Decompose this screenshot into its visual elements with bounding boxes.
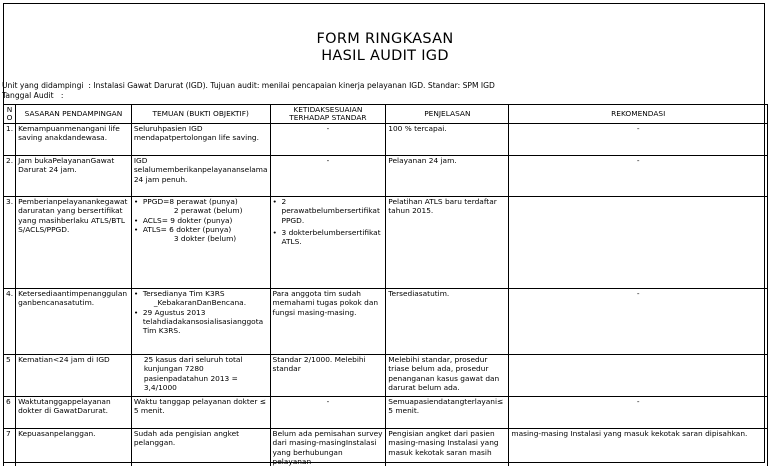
cell-penjelasan: Melebihi standar, prosedur triase belum ada, prosedur penanganan kasus gawat dan darurat belum ada. <box>386 355 509 397</box>
header-sasaran: SASARAN PENDAMPINGAN <box>16 105 132 124</box>
cell-rekomendasi <box>509 197 768 289</box>
cell-penjelasan: Tersediasatutim. <box>386 289 509 355</box>
cell-sasaran: Kepuasanpelanggan. <box>16 429 132 466</box>
cell-rekomendasi: - <box>509 124 768 156</box>
list-item: • ACLS= 9 dokter (punya) <box>134 216 268 225</box>
list-item: 2 perawat (belum) <box>173 206 243 216</box>
cell-sasaran: Pemberianpelayanankegawatdaruratan yang bersertifikat yang masihberlaku ATLS/BTLS/ACLS/PPGD. <box>16 197 132 289</box>
unit-line: Unit yang didampingi : Instalasi Gawat Darurat (IGD). Tujuan audit: menilai pencapaian kinerja pelayanan IGD. Standar: SPM IGD <box>2 81 495 90</box>
cell-rekomendasi: - <box>509 289 768 355</box>
cell-no: 7 <box>4 429 16 466</box>
cell-penjelasan: Pengisian angket dari pasien masing-masing Instalasi yang masuk kekotak saran masih <box>386 429 509 466</box>
cell-ketidaksesuaian: Belum ada pemisahan survey dari masing-masingInstalasi yang berhubungan pelayanan <box>270 429 386 466</box>
audit-table <box>3 104 768 466</box>
cell-temuan <box>131 289 270 355</box>
header-temuan: TEMUAN (BUKTI OBJEKTIF) <box>131 105 270 124</box>
list-item: • Tersedianya Tim K3RS <box>134 289 268 298</box>
cell-no: 3. <box>4 197 16 289</box>
table-header-row <box>4 105 768 124</box>
cell-ketidaksesuaian: - <box>270 397 386 429</box>
cell-no: 6 <box>4 397 16 429</box>
list-item: • 29 Agustus 2013 telahdiadakansosialisasianggota Tim K3RS. <box>134 308 268 336</box>
list-item: • 2 perawatbelumbersertifikat PPGD. <box>273 197 384 225</box>
header-rekomendasi: REKOMENDASI <box>509 105 768 124</box>
cell-temuan: Sudah ada pengisian angket pelanggan. <box>131 429 270 466</box>
cell-sasaran: Kemampuanmenangani life saving anakdandewasa. <box>16 124 132 156</box>
cell-temuan: Seluruhpasien IGD mendapatpertolongan life saving. <box>131 124 270 156</box>
cell-ketidaksesuaian: Standar 2/1000. Melebihi standar <box>270 355 386 397</box>
cell-penjelasan: Semuapasiendatangterlayani≤ 5 menit. <box>386 397 509 429</box>
table-row <box>4 289 768 355</box>
table-row <box>4 156 768 197</box>
cell-temuan: Waktu tanggap pelayanan dokter ≤ 5 menit. <box>131 397 270 429</box>
list-item: • PPGD=8 perawat (punya) <box>134 197 268 206</box>
header-no: NO <box>4 105 16 124</box>
cell-rekomendasi <box>509 355 768 397</box>
table-row <box>4 429 768 466</box>
list-item: _KebakaranDanBencana. <box>153 298 247 308</box>
cell-ketidaksesuaian: - <box>270 156 386 197</box>
tanggal-line: Tanggal Audit : <box>2 90 64 100</box>
header-ketidaksesuaian: KETIDAKSESUAIAN TERHADAP STANDAR <box>270 105 386 124</box>
cell-ketidaksesuaian: - <box>270 124 386 156</box>
cell-temuan: IGD selalumemberikanpelayananselama 24 jam penuh. <box>131 156 270 197</box>
form-title-line1: FORM RINGKASAN <box>316 31 454 47</box>
cell-ketidaksesuaian: Para anggota tim sudah memahami tugas pokok dan fungsi masing-masing. <box>270 289 386 355</box>
audit-meta <box>2 81 495 100</box>
cell-no: 5 <box>4 355 16 397</box>
table-row <box>4 397 768 429</box>
cell-no: 4. <box>4 289 16 355</box>
unit-value: Instalasi Gawat Darurat (IGD). Tujuan audit: menilai pencapaian kinerja pelayanan IGD. Standar: SPM IGD <box>93 81 495 90</box>
table-row <box>4 124 768 156</box>
cell-temuan: 25 kasus dari seluruh total kunjungan 7280 pasienpadatahun 2013 = 3,4/1000 <box>131 355 270 397</box>
cell-sasaran: Jam bukaPelayananGawat Darurat 24 jam. <box>16 156 132 197</box>
temuan-list <box>134 289 268 335</box>
cell-rekomendasi: masing-masing Instalasi yang masuk kekotak saran dipisahkan. <box>509 429 768 466</box>
cell-sasaran: Kematian<24 jam di IGD <box>16 355 132 397</box>
table-row <box>4 197 768 289</box>
cell-ketidaksesuaian <box>270 197 386 289</box>
list-item: • ATLS= 6 dokter (punya) <box>134 225 268 234</box>
cell-rekomendasi: - <box>509 397 768 429</box>
form-title-line2: HASIL AUDIT IGD <box>321 48 449 64</box>
temuan-list <box>134 197 268 243</box>
list-item: • 3 dokterbelumbersertifikat ATLS. <box>273 228 384 247</box>
unit-label: Unit yang didampingi <box>2 81 84 90</box>
ketidaksesuaian-list <box>273 197 384 246</box>
table-row <box>4 355 768 397</box>
cell-penjelasan: Pelayanan 24 jam. <box>386 156 509 197</box>
cell-no: 1. <box>4 124 16 156</box>
cell-sasaran: Waktutanggappelayanan dokter di GawatDarurat. <box>16 397 132 429</box>
cell-rekomendasi: - <box>509 156 768 197</box>
tanggal-label: Tanggal Audit <box>2 90 54 100</box>
list-item: 3 dokter (belum) <box>173 234 237 244</box>
header-penjelasan: PENJELASAN <box>386 105 509 124</box>
cell-penjelasan: 100 % tercapai. <box>386 124 509 156</box>
cell-sasaran: Ketersediaantimpenanggulanganbencanasatutim. <box>16 289 132 355</box>
form-title <box>4 31 765 65</box>
cell-temuan <box>131 197 270 289</box>
cell-penjelasan: Pelatihan ATLS baru terdaftar tahun 2015. <box>386 197 509 289</box>
cell-no: 2. <box>4 156 16 197</box>
